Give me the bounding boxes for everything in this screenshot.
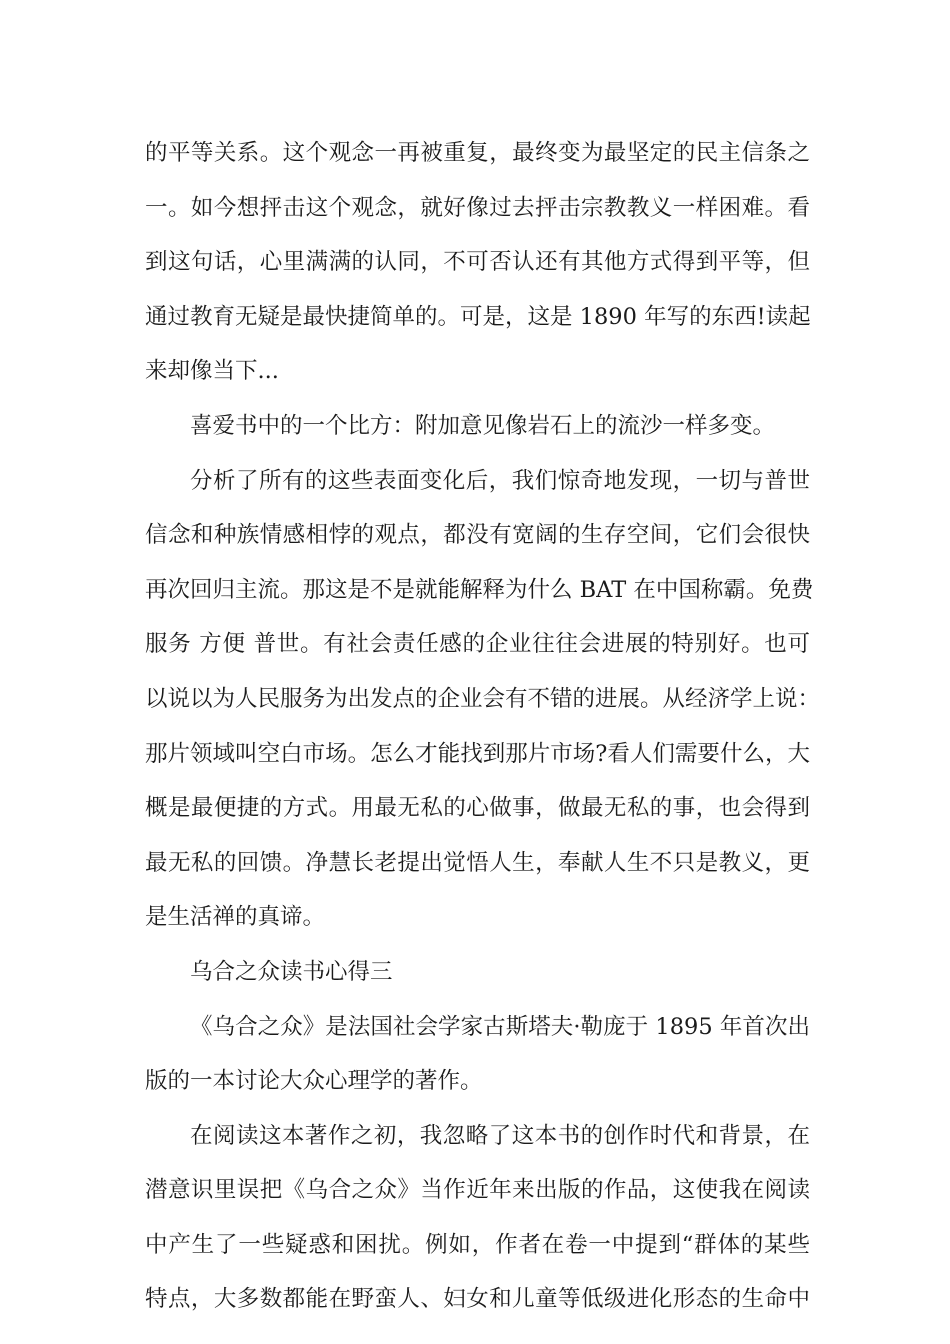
text-line: 最无私的回馈。净慧长老提出觉悟人生，奉献人生不只是教义，更 [145, 849, 810, 876]
text-line: 服务 方便 普世。有社会责任感的企业往往会进展的特别好。也可 [145, 631, 810, 658]
text-line: 喜爱书中的一个比方：附加意见像岩石上的流沙一样多变。 [190, 412, 776, 439]
text-line: 分析了所有的这些表面变化后，我们惊奇地发现，一切与普世 [190, 467, 810, 494]
text-line: 在阅读这本著作之初，我忽略了这本书的创作时代和背景，在 [190, 1122, 810, 1149]
text-line: 再次回归主流。那这是不是就能解释为什么 BAT 在中国称霸。免费 [145, 576, 814, 603]
text-line: 概是最便捷的方式。用最无私的心做事，做最无私的事，也会得到 [145, 795, 810, 822]
section-heading: 乌合之众读书心得三 [190, 958, 393, 985]
text-line: 中产生了一些疑惑和困扰。例如，作者在卷一中提到“群体的某些 [145, 1231, 810, 1258]
document-body [145, 126, 821, 1327]
text-line: 的平等关系。这个观念一再被重复，最终变为最坚定的民主信条之 [145, 140, 810, 166]
text-line: 特点，大多数都能在野蛮人、妇女和儿童等低级进化形态的生命中 [145, 1286, 810, 1313]
text-line: 版的一本讨论大众心理学的著作。 [145, 1068, 483, 1095]
text-line: 以说以为人民服务为出发点的企业会有不错的进展。从经济学上说： [145, 685, 821, 712]
text-line: 是生活禅的真谛。 [145, 904, 326, 931]
text-line: 信念和种族情感相悖的观点，都没有宽阔的生存空间，它们会很快 [145, 522, 810, 549]
text-line: 到这句话，心里满满的认同，不可否认还有其他方式得到平等，但 [145, 249, 810, 276]
text-line: 一。如今想抨击这个观念，就好像过去抨击宗教教义一样困难。看 [145, 194, 810, 221]
text-line: 通过教育无疑是最快捷简单的。可是，这是 1890 年写的东西!读起 [145, 303, 811, 330]
text-line: 来却像当下... [145, 358, 279, 385]
text-line: 那片领域叫空白市场。怎么才能找到那片市场?看人们需要什么，大 [145, 740, 810, 767]
text-line: 《乌合之众》是法国社会学家古斯塔夫·勒庞于 1895 年首次出 [190, 1013, 810, 1040]
text-line: 潜意识里误把《乌合之众》当作近年来出版的作品，这使我在阅读 [145, 1177, 810, 1204]
